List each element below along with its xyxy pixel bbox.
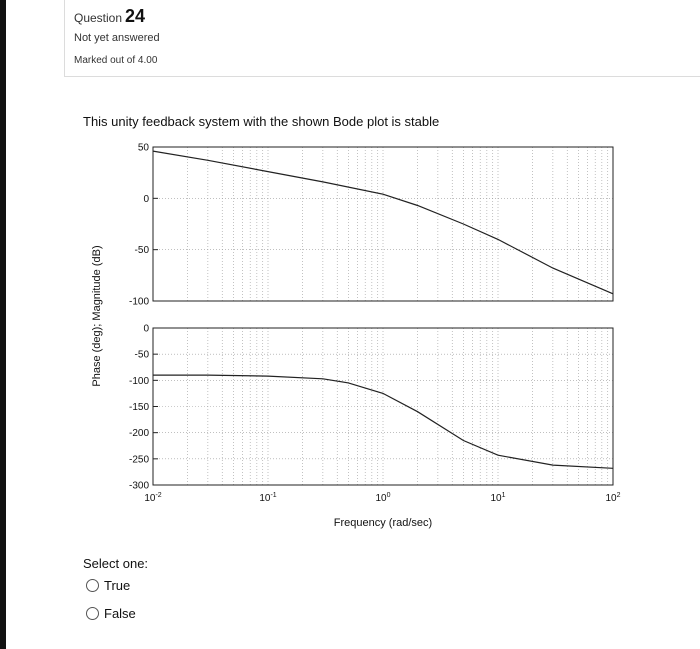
phase-y-tick-label: -50 (134, 349, 149, 361)
x-axis-label: Frequency (rad/sec) (333, 517, 433, 529)
bode-plot (80, 138, 640, 538)
magnitude-y-tick-label: 50 (137, 142, 149, 154)
phase-y-tick-label: -100 (128, 375, 149, 387)
marks-info: Marked out of 4.00 (74, 55, 158, 66)
option-true[interactable] (86, 578, 130, 593)
question-text: This unity feedback system with the shown Bode plot is stable (83, 114, 440, 129)
phase-y-tick-label: -200 (128, 428, 149, 440)
x-tick-label: $10^1$ (490, 492, 506, 504)
true-radio-button[interactable] (86, 579, 99, 592)
magnitude-y-tick-label: 0 (143, 193, 149, 205)
x-tick-label: $10^2$ (605, 492, 621, 504)
question-number: 24 (125, 6, 146, 26)
left-edge-bar (0, 0, 6, 649)
phase-y-tick-label: -150 (128, 402, 149, 413)
phase-y-tick-label: -300 (128, 480, 149, 492)
option-false-label: False (104, 606, 136, 621)
y-axis-label: Phase (deg); Magnitude (dB) (91, 245, 103, 387)
question-info-box (64, 0, 700, 77)
question-number-line (74, 6, 145, 27)
false-radio-button[interactable] (86, 607, 99, 620)
magnitude-y-tick-label: -100 (128, 296, 149, 308)
phase-y-tick-label: 0 (143, 323, 149, 335)
magnitude-frame (153, 147, 613, 301)
option-false[interactable] (86, 606, 136, 621)
magnitude-y-tick-label: -50 (134, 245, 149, 257)
x-tick-label: $10^{-1}$ (259, 492, 277, 504)
x-tick-label: $10^{-2}$ (144, 492, 162, 504)
question-label: Question (74, 11, 123, 25)
option-true-label: True (104, 578, 131, 593)
answer-status: Not yet answered (74, 32, 160, 44)
x-tick-label: $10^0$ (375, 492, 391, 504)
phase-y-tick-label: -250 (128, 454, 149, 466)
select-one-label: Select one: (83, 556, 149, 571)
